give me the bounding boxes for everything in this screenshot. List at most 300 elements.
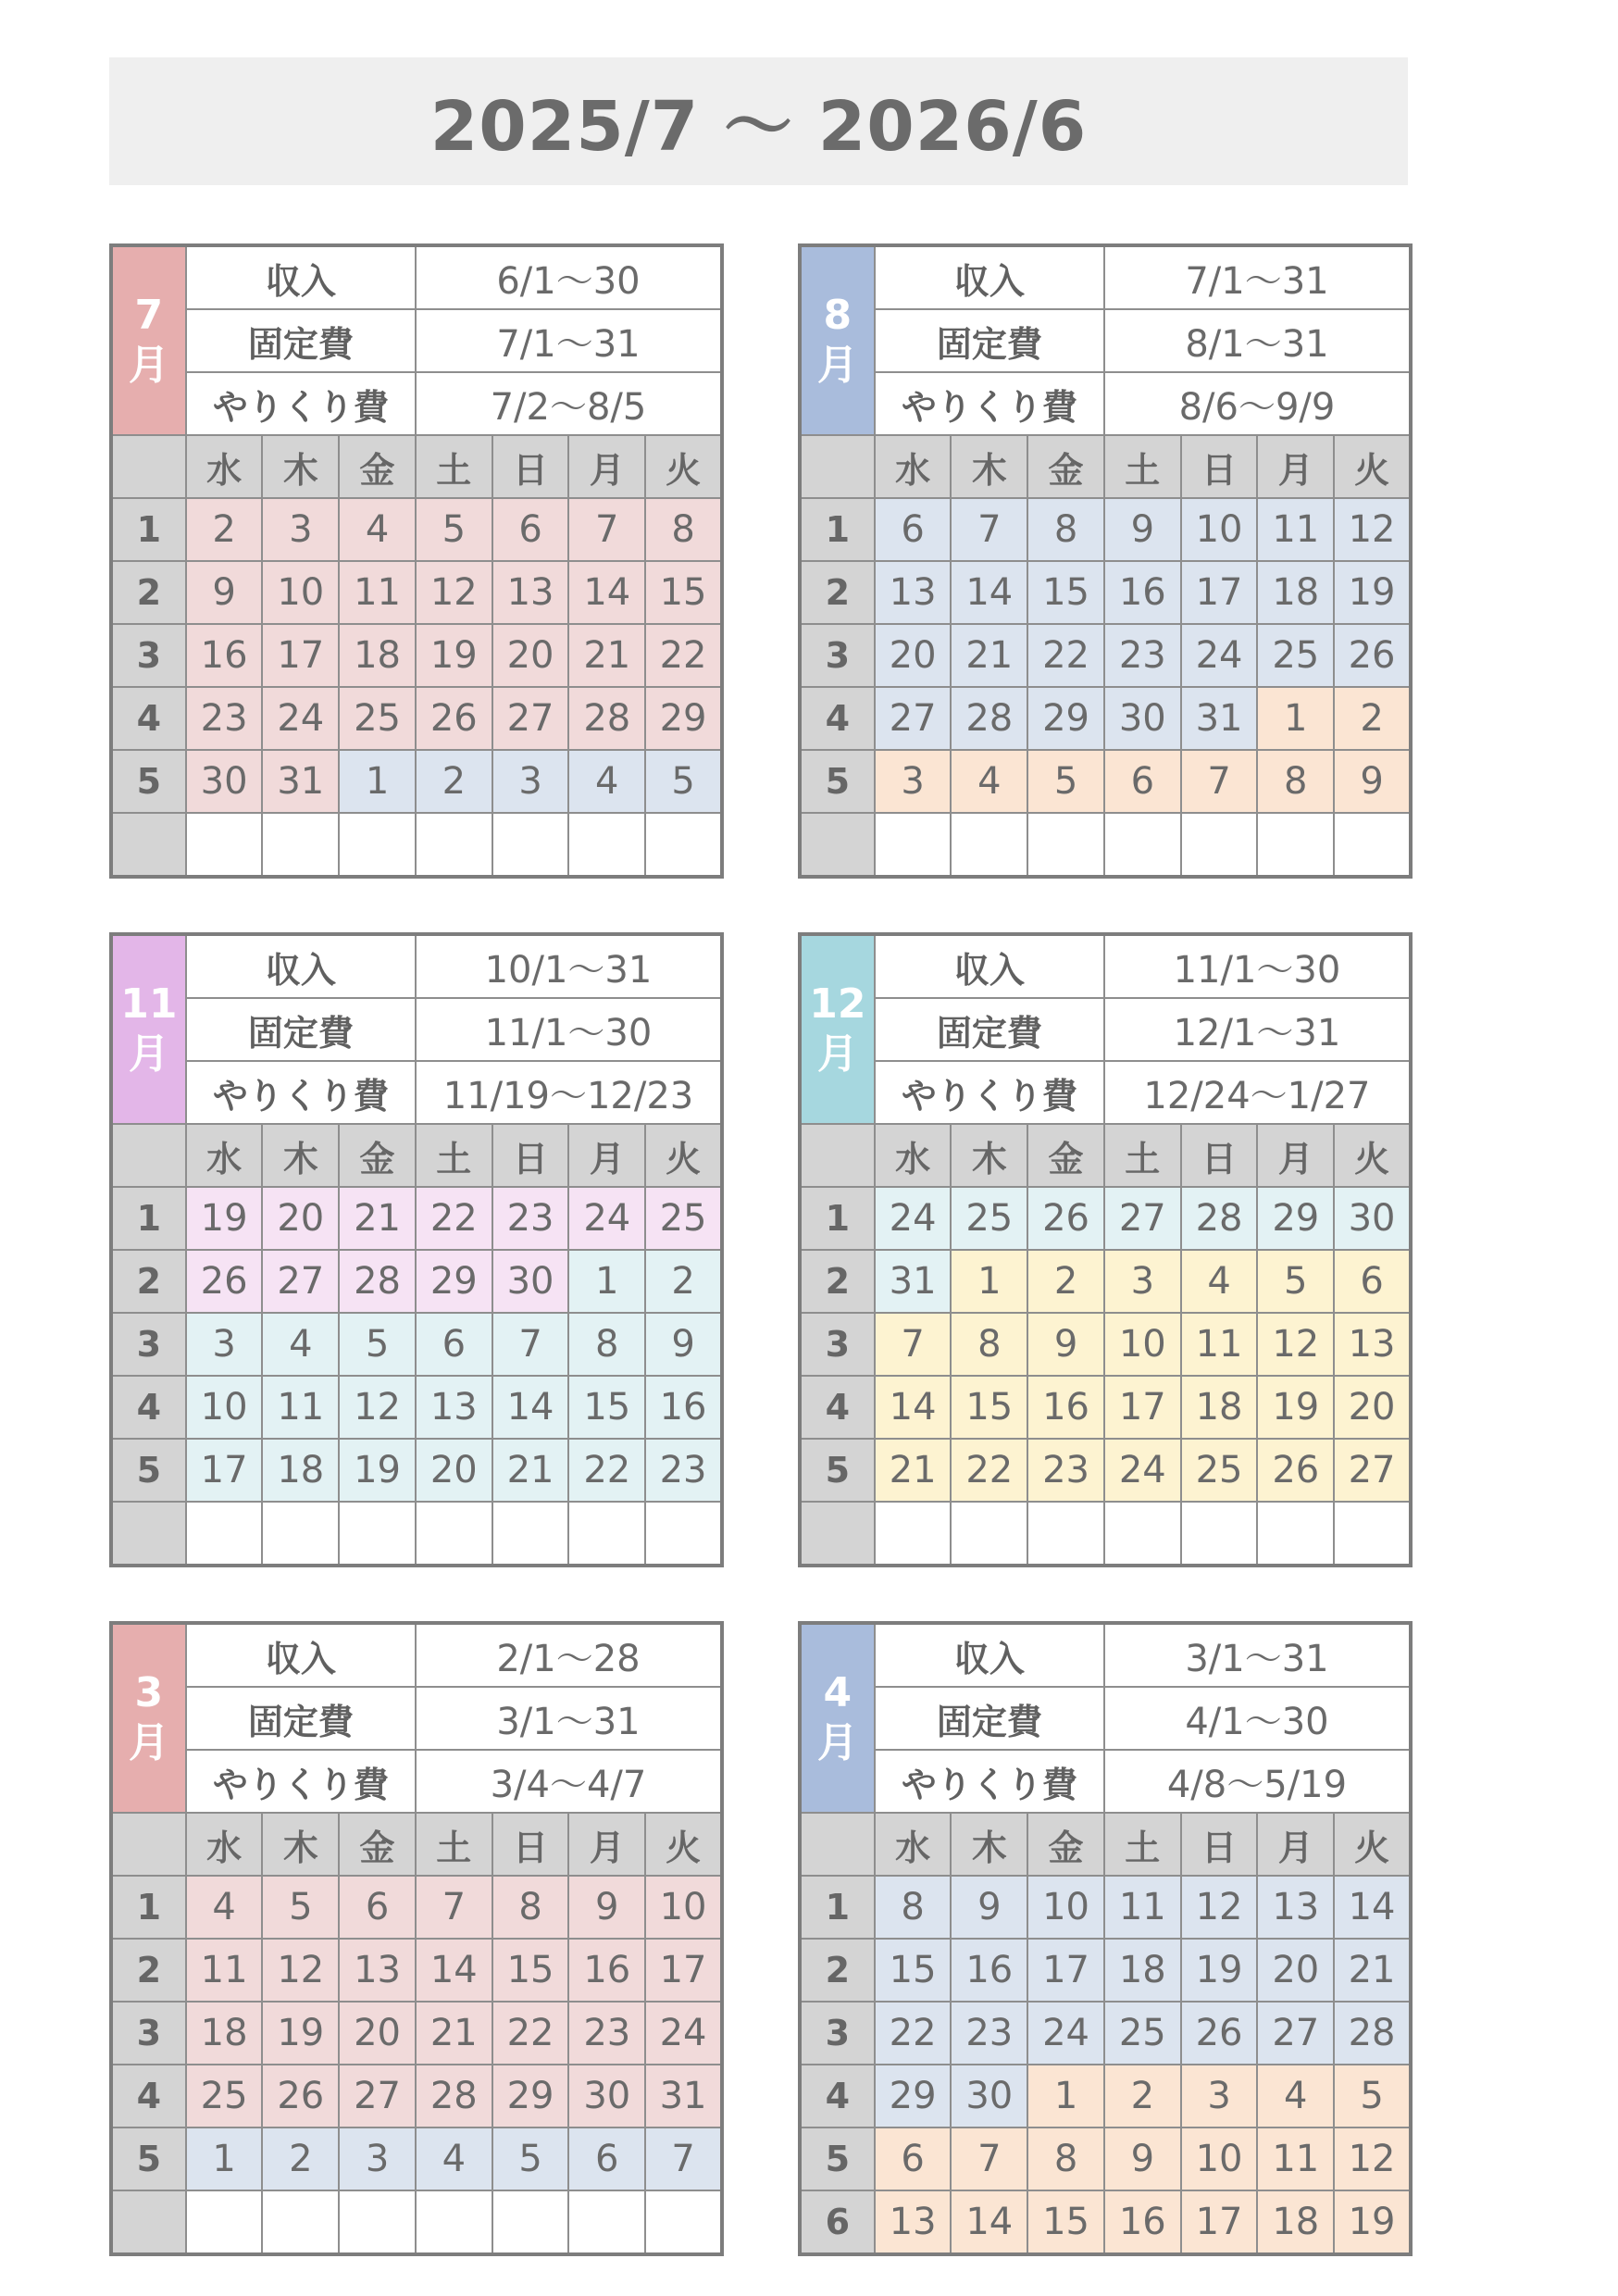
day-cell: 7 — [568, 498, 645, 561]
month-char: 月 — [128, 342, 169, 389]
day-cell: 28 — [1334, 2002, 1411, 2065]
day-cell: 19 — [1334, 561, 1411, 624]
week-row — [111, 1939, 722, 2002]
week-number: 3 — [111, 624, 186, 687]
month-label — [111, 1623, 186, 1813]
day-cell: 7 — [951, 498, 1027, 561]
day-cell: 14 — [1334, 1876, 1411, 1939]
day-cell: 18 — [339, 624, 416, 687]
day-cell: 5 — [339, 1313, 416, 1376]
weekday-label: 日 — [492, 1124, 569, 1187]
week-number: 4 — [800, 1376, 875, 1439]
weekday-label: 月 — [568, 435, 645, 498]
income-label: 収入 — [186, 934, 416, 998]
day-cell: 27 — [492, 687, 569, 750]
week-row — [111, 750, 722, 813]
day-cell: 21 — [951, 624, 1027, 687]
day-cell: 16 — [186, 624, 263, 687]
week-row — [111, 1439, 722, 1502]
budget-row-income — [800, 934, 1411, 998]
day-cell — [262, 2190, 339, 2254]
month-calendar-8 — [798, 243, 1413, 879]
day-cell — [875, 1502, 952, 1566]
week-row — [800, 2190, 1411, 2254]
budget-row-budget — [111, 372, 722, 435]
budget-period: 8/6〜9/9 — [1104, 372, 1411, 435]
fixed-label: 固定費 — [875, 998, 1104, 1061]
day-cell: 24 — [1027, 2002, 1104, 2065]
day-cell: 10 — [262, 561, 339, 624]
week-row — [800, 750, 1411, 813]
day-cell: 4 — [1181, 1250, 1258, 1313]
day-cell — [492, 813, 569, 877]
week-number: 2 — [111, 1250, 186, 1313]
week-number: 4 — [800, 687, 875, 750]
weekday-label: 月 — [568, 1813, 645, 1876]
day-cell: 30 — [568, 2065, 645, 2128]
day-cell: 19 — [1257, 1376, 1334, 1439]
weekday-label: 土 — [1104, 1124, 1181, 1187]
day-cell: 24 — [645, 2002, 722, 2065]
month-number: 11 — [120, 980, 178, 1028]
day-cell — [1257, 813, 1334, 877]
day-cell: 9 — [1104, 2128, 1181, 2190]
week-number: 1 — [800, 1187, 875, 1250]
day-cell: 12 — [416, 561, 492, 624]
week-row — [111, 687, 722, 750]
day-cell: 15 — [492, 1939, 569, 2002]
day-cell: 22 — [951, 1439, 1027, 1502]
day-cell: 15 — [568, 1376, 645, 1439]
week-row — [111, 1376, 722, 1439]
week-row — [800, 1502, 1411, 1566]
week-number — [800, 813, 875, 877]
day-cell: 7 — [951, 2128, 1027, 2190]
day-cell: 17 — [186, 1439, 263, 1502]
day-cell: 11 — [262, 1376, 339, 1439]
day-cell — [645, 813, 722, 877]
day-cell: 22 — [875, 2002, 952, 2065]
day-cell: 1 — [1027, 2065, 1104, 2128]
budget-row-income — [800, 1623, 1411, 1687]
day-cell: 23 — [492, 1187, 569, 1250]
day-cell: 19 — [1334, 2190, 1411, 2254]
day-cell — [1334, 1502, 1411, 1566]
day-cell: 17 — [262, 624, 339, 687]
day-cell: 7 — [1181, 750, 1258, 813]
day-cell: 5 — [645, 750, 722, 813]
budget-row-income — [111, 934, 722, 998]
day-cell: 24 — [1104, 1439, 1181, 1502]
weekday-label: 日 — [1181, 1813, 1258, 1876]
week-row — [111, 2128, 722, 2190]
week-number: 3 — [800, 2002, 875, 2065]
month-number: 7 — [134, 292, 164, 339]
day-cell: 8 — [1027, 498, 1104, 561]
week-row — [111, 1187, 722, 1250]
week-row — [800, 1187, 1411, 1250]
day-cell: 11 — [1257, 2128, 1334, 2190]
weekday-label: 金 — [1027, 1124, 1104, 1187]
fixed-period: 11/1〜30 — [416, 998, 722, 1061]
day-cell: 2 — [416, 750, 492, 813]
week-row — [111, 561, 722, 624]
month-label — [111, 245, 186, 435]
day-cell: 26 — [416, 687, 492, 750]
day-cell — [416, 813, 492, 877]
weekday-label: 月 — [1257, 1813, 1334, 1876]
week-number: 4 — [111, 1376, 186, 1439]
day-cell: 5 — [492, 2128, 569, 2190]
day-cell: 22 — [568, 1439, 645, 1502]
day-cell: 18 — [1181, 1376, 1258, 1439]
day-cell: 2 — [186, 498, 263, 561]
day-cell: 18 — [186, 2002, 263, 2065]
day-cell: 9 — [1334, 750, 1411, 813]
day-cell — [339, 813, 416, 877]
week-number: 2 — [111, 561, 186, 624]
month-calendar-7 — [109, 243, 724, 879]
day-cell — [1027, 1502, 1104, 1566]
day-cell: 18 — [262, 1439, 339, 1502]
week-row — [111, 2065, 722, 2128]
day-cell: 20 — [1334, 1376, 1411, 1439]
week-row — [111, 1250, 722, 1313]
day-cell — [1181, 813, 1258, 877]
day-cell: 19 — [262, 2002, 339, 2065]
day-cell: 3 — [1181, 2065, 1258, 2128]
month-calendar-3 — [109, 1621, 724, 2256]
day-cell: 21 — [1334, 1939, 1411, 2002]
day-cell: 20 — [492, 624, 569, 687]
budget-label: やりくり費 — [186, 372, 416, 435]
day-cell: 19 — [339, 1439, 416, 1502]
day-cell: 15 — [951, 1376, 1027, 1439]
weekday-label: 月 — [568, 1124, 645, 1187]
week-number: 5 — [111, 2128, 186, 2190]
day-cell: 21 — [875, 1439, 952, 1502]
day-cell: 8 — [1027, 2128, 1104, 2190]
day-cell: 10 — [1181, 2128, 1258, 2190]
day-cell — [416, 2190, 492, 2254]
week-row — [800, 813, 1411, 877]
day-cell: 17 — [1181, 561, 1258, 624]
budget-row-fixed — [800, 1687, 1411, 1750]
day-cell: 8 — [492, 1876, 569, 1939]
day-cell: 13 — [875, 561, 952, 624]
month-char: 月 — [816, 342, 858, 389]
day-cell: 10 — [186, 1376, 263, 1439]
day-cell: 9 — [645, 1313, 722, 1376]
day-cell: 12 — [1334, 498, 1411, 561]
day-cell — [568, 1502, 645, 1566]
day-cell: 27 — [1257, 2002, 1334, 2065]
day-cell: 6 — [875, 2128, 952, 2190]
month-number: 4 — [823, 1669, 853, 1716]
day-cell: 2 — [262, 2128, 339, 2190]
day-cell: 20 — [339, 2002, 416, 2065]
day-cell: 24 — [875, 1187, 952, 1250]
weekday-label: 土 — [416, 1124, 492, 1187]
day-cell: 1 — [186, 2128, 263, 2190]
day-cell: 7 — [645, 2128, 722, 2190]
day-cell: 7 — [875, 1313, 952, 1376]
day-cell: 15 — [1027, 2190, 1104, 2254]
day-cell: 4 — [951, 750, 1027, 813]
weekday-label: 木 — [262, 1813, 339, 1876]
day-cell: 27 — [1104, 1187, 1181, 1250]
day-cell: 16 — [1104, 2190, 1181, 2254]
day-cell: 3 — [262, 498, 339, 561]
weekday-label: 日 — [1181, 435, 1258, 498]
budget-row-income — [800, 245, 1411, 309]
budget-row-fixed — [111, 998, 722, 1061]
weekday-label: 日 — [492, 1813, 569, 1876]
weekday-label: 金 — [339, 435, 416, 498]
day-cell: 2 — [1334, 687, 1411, 750]
weekday-label: 水 — [186, 1124, 263, 1187]
budget-row-income — [111, 1623, 722, 1687]
day-cell: 27 — [875, 687, 952, 750]
weekday-label: 水 — [875, 1813, 952, 1876]
day-cell: 25 — [645, 1187, 722, 1250]
day-cell: 13 — [492, 561, 569, 624]
income-label: 収入 — [186, 245, 416, 309]
day-cell: 4 — [339, 498, 416, 561]
weekday-label: 水 — [875, 1124, 952, 1187]
budget-row-fixed — [800, 309, 1411, 372]
week-number: 1 — [111, 498, 186, 561]
day-cell: 20 — [875, 624, 952, 687]
weekday-header-row — [111, 435, 722, 498]
weekday-label: 木 — [951, 435, 1027, 498]
day-cell: 31 — [875, 1250, 952, 1313]
day-cell: 8 — [1257, 750, 1334, 813]
day-cell: 4 — [186, 1876, 263, 1939]
day-cell: 8 — [568, 1313, 645, 1376]
day-cell: 25 — [1257, 624, 1334, 687]
day-cell: 11 — [186, 1939, 263, 2002]
day-cell: 19 — [186, 1187, 263, 1250]
day-cell: 26 — [186, 1250, 263, 1313]
income-period: 7/1〜31 — [1104, 245, 1411, 309]
weekday-header-row — [800, 1124, 1411, 1187]
income-period: 3/1〜31 — [1104, 1623, 1411, 1687]
budget-row-fixed — [111, 309, 722, 372]
day-cell: 6 — [568, 2128, 645, 2190]
day-cell: 1 — [339, 750, 416, 813]
day-cell: 15 — [645, 561, 722, 624]
weekday-corner — [800, 435, 875, 498]
day-cell: 5 — [416, 498, 492, 561]
day-cell: 12 — [1181, 1876, 1258, 1939]
budget-label: やりくり費 — [186, 1750, 416, 1813]
day-cell — [262, 813, 339, 877]
budget-period: 7/2〜8/5 — [416, 372, 722, 435]
income-period: 2/1〜28 — [416, 1623, 722, 1687]
week-number: 2 — [800, 1939, 875, 2002]
budget-period: 4/8〜5/19 — [1104, 1750, 1411, 1813]
day-cell: 21 — [568, 624, 645, 687]
day-cell: 20 — [262, 1187, 339, 1250]
day-cell: 6 — [492, 498, 569, 561]
week-number: 4 — [111, 687, 186, 750]
week-number: 5 — [800, 1439, 875, 1502]
budget-label: やりくり費 — [875, 372, 1104, 435]
day-cell: 17 — [1104, 1376, 1181, 1439]
week-row — [800, 1313, 1411, 1376]
day-cell — [186, 813, 263, 877]
week-number: 1 — [111, 1187, 186, 1250]
week-number: 1 — [800, 498, 875, 561]
budget-row-income — [111, 245, 722, 309]
week-row — [800, 624, 1411, 687]
day-cell: 17 — [1181, 2190, 1258, 2254]
day-cell: 13 — [1257, 1876, 1334, 1939]
day-cell: 11 — [1181, 1313, 1258, 1376]
month-label — [800, 934, 875, 1124]
weekday-corner — [111, 1813, 186, 1876]
income-period: 10/1〜31 — [416, 934, 722, 998]
week-number: 6 — [800, 2190, 875, 2254]
day-cell: 20 — [416, 1439, 492, 1502]
weekday-corner — [800, 1124, 875, 1187]
day-cell: 23 — [645, 1439, 722, 1502]
week-row — [111, 498, 722, 561]
month-label — [800, 1623, 875, 1813]
day-cell: 26 — [1334, 624, 1411, 687]
day-cell: 9 — [1104, 498, 1181, 561]
week-number — [111, 1502, 186, 1566]
week-row — [800, 561, 1411, 624]
day-cell: 10 — [1104, 1313, 1181, 1376]
weekday-label: 火 — [1334, 435, 1411, 498]
day-cell: 7 — [492, 1313, 569, 1376]
week-row — [800, 687, 1411, 750]
day-cell: 7 — [416, 1876, 492, 1939]
day-cell — [1104, 1502, 1181, 1566]
day-cell: 2 — [645, 1250, 722, 1313]
weekday-label: 金 — [339, 1124, 416, 1187]
week-number — [800, 1502, 875, 1566]
day-cell: 21 — [339, 1187, 416, 1250]
day-cell: 21 — [492, 1439, 569, 1502]
day-cell: 14 — [568, 561, 645, 624]
weekday-label: 水 — [186, 435, 263, 498]
week-number: 4 — [800, 2065, 875, 2128]
fixed-label: 固定費 — [186, 998, 416, 1061]
day-cell: 16 — [645, 1376, 722, 1439]
day-cell: 17 — [1027, 1939, 1104, 2002]
budget-label: やりくり費 — [875, 1750, 1104, 1813]
budget-label: やりくり費 — [875, 1061, 1104, 1124]
week-row — [111, 1313, 722, 1376]
day-cell: 29 — [1257, 1187, 1334, 1250]
day-cell: 10 — [1027, 1876, 1104, 1939]
week-number: 3 — [800, 624, 875, 687]
day-cell: 8 — [951, 1313, 1027, 1376]
day-cell: 12 — [1334, 2128, 1411, 2190]
day-cell: 10 — [645, 1876, 722, 1939]
week-number: 5 — [111, 750, 186, 813]
weekday-label: 月 — [1257, 1124, 1334, 1187]
day-cell — [951, 1502, 1027, 1566]
day-cell: 22 — [492, 2002, 569, 2065]
day-cell: 6 — [339, 1876, 416, 1939]
day-cell: 31 — [262, 750, 339, 813]
month-char: 月 — [816, 1719, 858, 1766]
day-cell: 27 — [339, 2065, 416, 2128]
week-row — [800, 1939, 1411, 2002]
day-cell: 25 — [951, 1187, 1027, 1250]
day-cell: 12 — [262, 1939, 339, 2002]
week-number — [111, 2190, 186, 2254]
day-cell: 29 — [492, 2065, 569, 2128]
weekday-header-row — [800, 1813, 1411, 1876]
day-cell: 21 — [416, 2002, 492, 2065]
day-cell — [492, 2190, 569, 2254]
weekday-label: 火 — [645, 1124, 722, 1187]
day-cell — [339, 1502, 416, 1566]
day-cell: 9 — [951, 1876, 1027, 1939]
month-label — [111, 934, 186, 1124]
day-cell: 28 — [339, 1250, 416, 1313]
week-number: 2 — [800, 561, 875, 624]
income-label: 収入 — [875, 934, 1104, 998]
day-cell: 8 — [875, 1876, 952, 1939]
day-cell: 23 — [951, 2002, 1027, 2065]
day-cell: 11 — [339, 561, 416, 624]
week-number: 2 — [800, 1250, 875, 1313]
day-cell: 5 — [1027, 750, 1104, 813]
day-cell: 20 — [1257, 1939, 1334, 2002]
day-cell: 26 — [262, 2065, 339, 2128]
day-cell: 25 — [339, 687, 416, 750]
weekday-corner — [800, 1813, 875, 1876]
day-cell — [416, 1502, 492, 1566]
day-cell: 29 — [645, 687, 722, 750]
month-number: 3 — [134, 1669, 164, 1716]
day-cell — [1027, 813, 1104, 877]
day-cell: 24 — [1181, 624, 1258, 687]
day-cell: 30 — [186, 750, 263, 813]
day-cell: 25 — [186, 2065, 263, 2128]
day-cell: 3 — [875, 750, 952, 813]
weekday-label: 火 — [645, 435, 722, 498]
day-cell: 14 — [951, 2190, 1027, 2254]
day-cell: 9 — [568, 1876, 645, 1939]
day-cell: 30 — [1334, 1187, 1411, 1250]
day-cell: 22 — [645, 624, 722, 687]
week-row — [111, 2190, 722, 2254]
day-cell — [339, 2190, 416, 2254]
day-cell: 9 — [1027, 1313, 1104, 1376]
day-cell: 16 — [568, 1939, 645, 2002]
day-cell: 23 — [568, 2002, 645, 2065]
day-cell: 16 — [1027, 1376, 1104, 1439]
weekday-label: 水 — [186, 1813, 263, 1876]
budget-row-budget — [800, 1061, 1411, 1124]
budget-label: やりくり費 — [186, 1061, 416, 1124]
week-number: 5 — [800, 2128, 875, 2190]
weekday-label: 木 — [262, 435, 339, 498]
weekday-label: 木 — [951, 1813, 1027, 1876]
budget-row-budget — [111, 1750, 722, 1813]
day-cell: 28 — [1181, 1187, 1258, 1250]
day-cell: 13 — [416, 1376, 492, 1439]
day-cell: 19 — [416, 624, 492, 687]
month-calendar-12 — [798, 932, 1413, 1567]
